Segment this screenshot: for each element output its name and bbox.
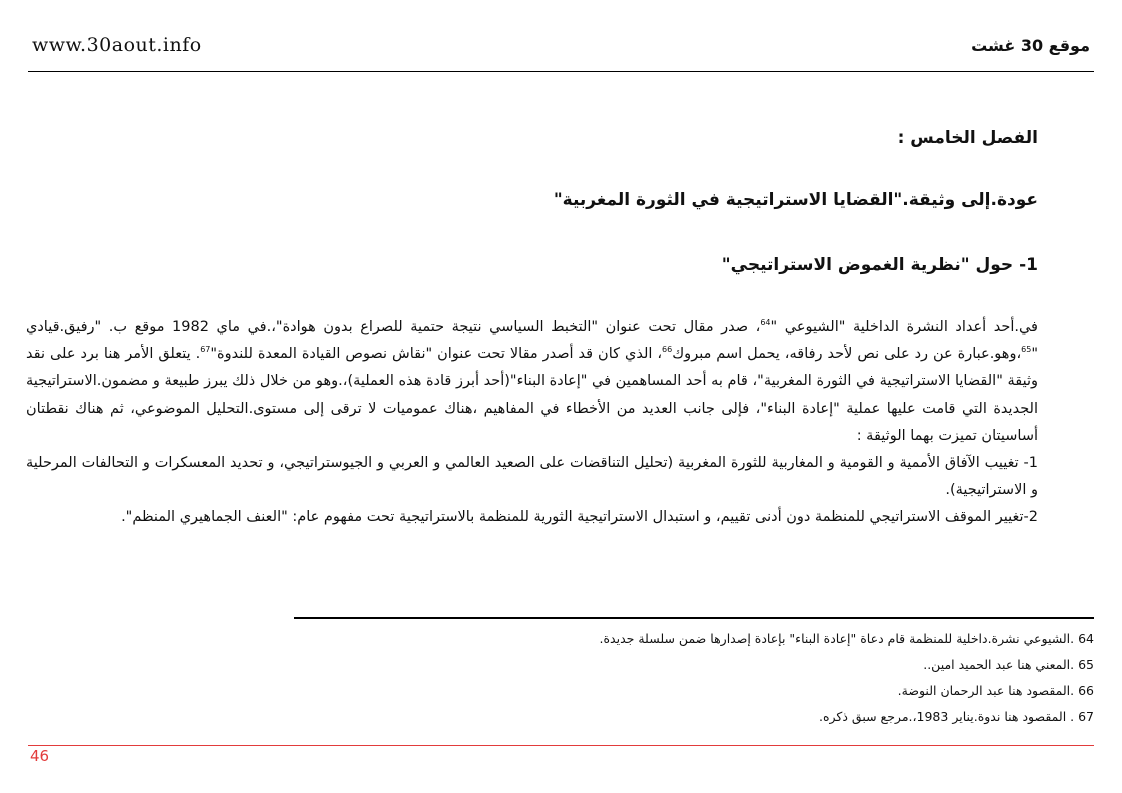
section-heading: 1- حول "نظرية الغموض الاستراتيجي" bbox=[721, 255, 1038, 275]
document-heading: عودة.إلى وثيقة."القضايا الاستراتيجية في الثورة المغربية" bbox=[553, 190, 1038, 210]
page-number: 46 bbox=[30, 747, 50, 765]
paragraph-1-text-c: ،وهو.عبارة عن رد على نص لأحد رفاقه، يحمل اسم مبروك bbox=[672, 346, 1022, 363]
footnotes bbox=[294, 626, 1094, 730]
footnote-ref-67[interactable]: 67 bbox=[200, 345, 211, 355]
paragraph-1-text-d: ، الذي كان قد أصدر مقالا تحت عنوان "نقاش نصوص القيادة المعدة للندوة" bbox=[210, 346, 663, 363]
site-url[interactable]: www.30aout.info bbox=[32, 34, 202, 56]
footnote-ref-66[interactable]: 66 bbox=[662, 345, 673, 355]
footnote-ref-65[interactable]: 65 bbox=[1021, 345, 1032, 355]
paragraph-1 bbox=[26, 314, 1038, 450]
site-name: موقع 30 غشت bbox=[971, 36, 1090, 55]
footnote-ref-64[interactable]: 64 bbox=[760, 318, 771, 328]
footnote-66: 66 .المقصود هنا عبد الرحمان النوضة. bbox=[897, 683, 1094, 698]
footnote-67: 67 . المقصود هنا ندوة.يناير 1983،.مرجع سبق ذكره. bbox=[818, 709, 1094, 724]
paragraph-1-text-e: . يتعلق الأمر هنا برد على نقد وثيقة "القضايا الاستراتيجية في الثورة المغربية"، قام به أحد المساهمين في "إعادة البناء"(أحد أبرز قادة هذه العملية)،.وهو من خلال ذلك يبرز طبيعة و مضمون.الاستراتيجية الجديدة التي قامت عليها عملية "إعادة البناء"، فإلى جانب العديد من الأخطاء في المفاهيم ،هناك عموميات لا ترقى إلى مستوى.التحليل الموضوعي، ثم هناك نقطتان أساسيتان تميزت بهما الوثيقة : bbox=[25, 346, 1038, 444]
footer-divider bbox=[28, 745, 1094, 746]
paragraph-1-text-b: ، صدر مقال تحت عنوان "التخبط السياسي نتيجة حتمية للصراع بدون هوادة"،.في ماي 1982 موقع ب. "رفيق.قيادي " bbox=[26, 319, 1038, 363]
footnote-65: 65 .المعني هنا عبد الحميد امين.. bbox=[923, 657, 1094, 672]
paragraph-3: 2-تغيير الموقف الاستراتيجي للمنظمة دون أدنى تقييم، و استبدال الاستراتيجية الثورية للمنظمة بالاستراتيجية تحت مفهوم عام: "العنف الجماهيري المنظم". bbox=[121, 509, 1038, 526]
paragraph-1-text-a: في.أحد أعداد النشرة الداخلية "الشيوعي " bbox=[770, 319, 1038, 335]
header-divider bbox=[28, 71, 1094, 72]
chapter-heading: الفصل الخامس : bbox=[897, 128, 1038, 148]
body-text bbox=[26, 314, 1038, 532]
footnote-64: 64 .الشيوعي نشرة.داخلية للمنظمة قام دعاة "إعادة البناء" بإعادة إصدارها ضمن سلسلة جديدة. bbox=[599, 631, 1094, 646]
paragraph-2: 1- تغييب الآفاق الأممية و القومية و المغاربية للثورة المغربية (تحليل التناقضات على الصعيد العالمي و العربي و الجيوستراتيجي، و تحديد المعسكرات و التحالفات المرحلية و الاستراتيجية). bbox=[26, 455, 1038, 499]
footnote-divider bbox=[294, 617, 1094, 619]
